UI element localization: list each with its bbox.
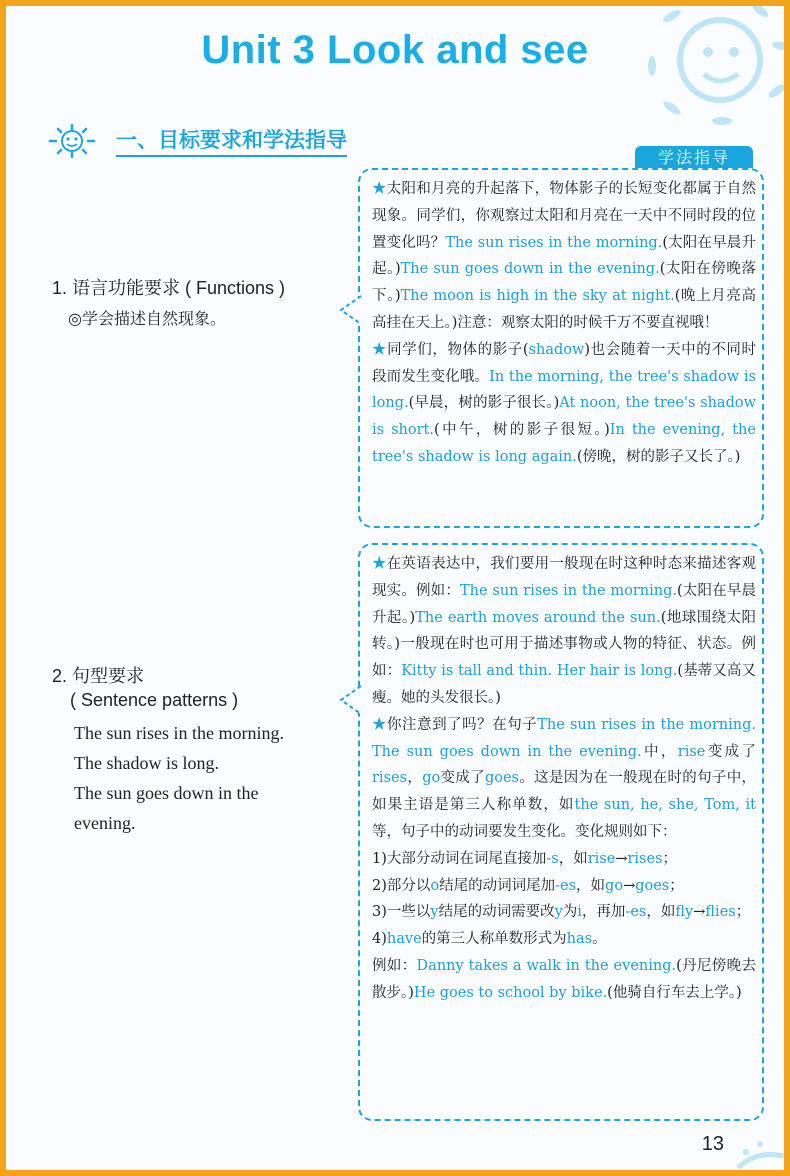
english-word: go [422,770,441,787]
english-word: goes [635,877,670,894]
patterns-heading: 2. 句型要求 [52,666,145,686]
rule-1 [372,846,756,873]
text: 中， [641,743,678,760]
textbook-page [6,6,784,1170]
text: ，如 [646,904,676,921]
english-word: rises [627,850,663,867]
corner-decoration-icon [728,1134,784,1170]
arrow-icon: → [615,850,628,867]
functions-item: ◎学会描述自然现象。 [68,309,226,328]
study-guide-tag: 学法指导 [635,146,753,170]
english-word: the sun, he, she, Tom, it [574,797,756,814]
english-word: rise [587,850,616,867]
text: (地球围绕太阳转。)一般现在时也可用于描述事物或人物的特征、状态。例如： [372,609,756,680]
text: (太阳在傍晚落下。) [372,261,756,305]
pattern-sentence: The shadow is long. [74,753,219,773]
text: ，如 [558,850,588,867]
text: (太阳在早晨升起。) [372,582,756,626]
arrow-icon: → [693,904,706,921]
english-example: The sun goes down in the evening. [400,261,660,278]
page-number: 13 [701,1133,724,1155]
text: (太阳在早晨升起。) [372,234,756,278]
english-example: Kitty is tall and thin. Her hair is long. [401,663,678,680]
box1-paragraph-1 [372,176,756,337]
english-word: -es [625,904,647,921]
english-example: At noon, the tree's shadow is short. [372,395,756,439]
text: 的第三人称单数形式为 [421,931,567,948]
text: 结尾的动词需要改 [438,904,555,921]
text: 等，句子中的动词要发生变化。变化规则如下： [372,823,677,840]
text: ， [407,770,423,787]
english-word: flies [705,904,736,921]
rule-4 [372,926,756,953]
english-word: i [577,904,582,921]
text: ，如 [576,877,606,894]
text: 3)一些以 [372,904,431,921]
english-word: y [554,904,563,921]
text: ，再加 [581,904,626,921]
english-example: The sun rises in the morning. [460,582,677,599]
english-word: has [566,931,593,948]
english-word: o [430,877,440,894]
text: (他骑自行车去上学。) [607,984,742,1001]
star-icon: ★ [372,556,387,572]
text: 变成了 [440,770,485,787]
box2-paragraph-2 [372,712,756,846]
box2-text [372,551,756,1007]
text: (傍晚，树的影子又长了。) [576,448,741,465]
english-example: In the morning, the tree's shadow is long. [372,368,757,412]
text: ； [735,904,751,921]
text: 结尾的动词词尾加 [439,877,556,894]
pattern-sentence: The sun rises in the morning. [74,723,284,743]
text: 4) [372,931,387,948]
text: 变成了 [705,743,757,760]
text: (丹尼傍晚去散步。) [372,957,756,1001]
text: 为 [562,904,578,921]
english-word: rise [677,743,706,760]
arrow-icon: → [623,877,636,894]
english-word: have [386,931,422,948]
text: ； [669,877,684,894]
text: 同学们，物体的影子( [387,341,529,358]
text: ； [662,850,678,867]
english-word: goes [484,770,520,787]
text: 太阳和月亮的升起落下，物体影子的长短变化都属于自然现象。同学们，你观察过太阳和月亮在一天中不同时段的位置变化吗？ [372,181,756,251]
english-example: He goes to school by bike. [413,984,608,1001]
text: )也会随着一天中的不同时段而发生变化哦。 [372,341,757,385]
patterns-heading-en: ( Sentence patterns ) [70,690,239,710]
pattern-sentences [74,718,324,838]
english-word: fly [675,904,694,921]
english-word: -s [546,850,559,867]
callout-pointer [338,294,362,326]
english-word: rises [372,770,408,787]
text: 。这是因为在一般现在时的句子中，如果主语是第三人称单数，如 [372,770,757,814]
english-word: -es [555,877,577,894]
text: (晚上月亮高高挂在天上。)注意：观察太阳的时候千万不要直视哦！ [372,288,756,331]
star-icon: ★ [372,716,388,733]
english-example: The moon is high in the sky at night. [400,288,675,305]
example [372,953,756,1007]
english-example: The earth moves around the sun. [415,609,661,626]
functions-heading: 1. 语言功能要求 ( Functions ) [52,278,286,298]
star-icon: ★ [372,181,387,197]
english-word: go [605,877,624,894]
english-example: Danny takes a walk in the evening. [416,957,677,974]
english-word: y [430,904,439,921]
english-word: shadow [528,341,585,358]
english-example: In the evening, the tree's shadow is long again. [372,422,756,465]
study-guide-box-2 [358,543,764,1121]
star-icon: ★ [372,341,388,358]
box2-paragraph-1 [372,551,756,712]
text: 2)部分以 [372,877,431,894]
study-guide-box-1 [358,168,764,528]
text: 在英语表达中，我们要用一般现在时这种时态来描述客观现实。例如： [372,556,756,599]
box1-text [372,176,756,471]
english-example: The sun rises in the morning. The sun goes down in the evening. [372,716,757,760]
text: 例如： [372,957,417,974]
section-title: 一、目标要求和学法指导 [116,124,347,157]
text: (中午，树的影子很短。) [434,422,610,439]
text: 1)大部分动词在词尾直接加 [372,850,547,867]
callout-pointer [338,684,362,716]
rule-3 [372,899,756,926]
rule-2 [372,873,756,900]
unit-title: Unit 3 Look and see [201,28,589,72]
english-example: The sun rises in the morning. [445,234,663,251]
text: (基蒂又高又瘦。她的头发很长。) [372,663,756,706]
smiling-sun-icon [44,124,100,158]
text: 。 [592,931,607,948]
text: (早晨，树的影子很长。) [408,395,560,412]
pattern-sentence: The sun goes down in the evening. [74,783,259,833]
box1-paragraph-2 [372,337,756,471]
text: 你注意到了吗？在句子 [387,716,538,733]
